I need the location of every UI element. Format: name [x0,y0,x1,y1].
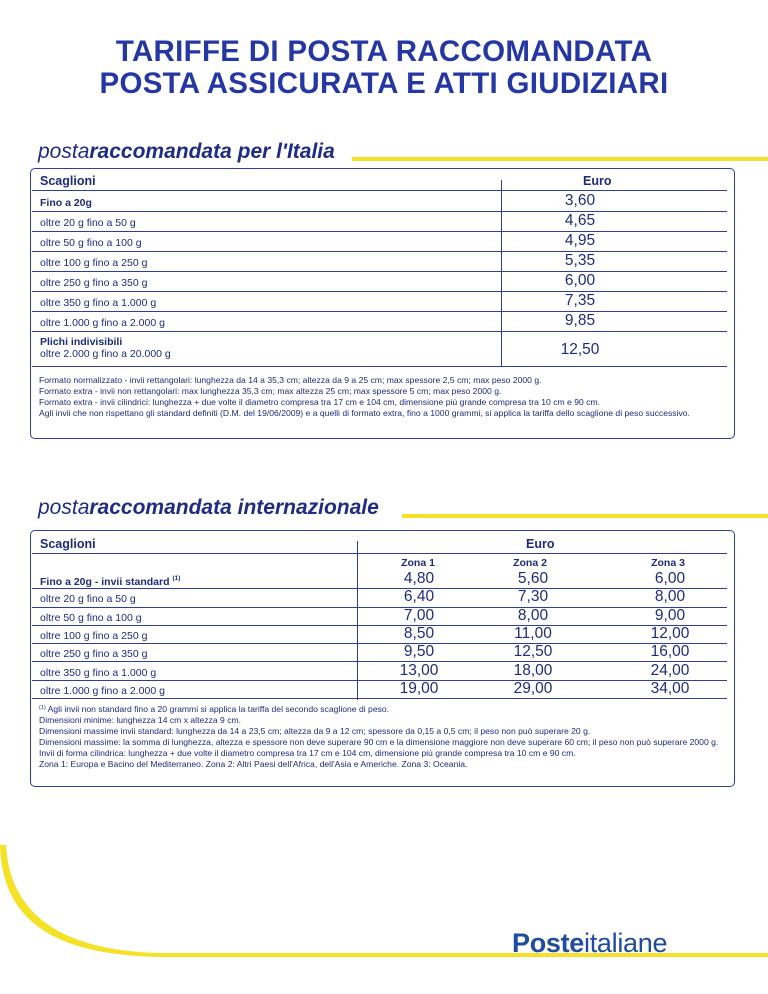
internazionale-notes [39,703,729,769]
row-label: oltre 100 g fino a 250 g [40,257,148,269]
italia-notes [39,375,729,419]
zone-1-price: 19,00 [399,679,439,697]
zone-1-price: 8,50 [403,624,435,642]
yellow-rule [402,514,768,518]
heading-bold: raccomandata [89,140,232,163]
note-line: Dimensioni massime invii standard: lunghezza da 14 a 23,5 cm; altezza da 9 a 12 cm; spessore da 0,15 a 0,5 cm; il peso non può superare 20 g. [39,725,591,736]
row-price: 4,95 [564,232,596,249]
header-rule [32,190,727,191]
note-line: Zona 1: Europa e Bacino del Mediterraneo. Zona 2: Altri Paesi dell'Africa, dell'Asia e Americhe. Zona 3: Oceania. [39,758,468,769]
table-row [32,292,727,312]
section-heading-italia [38,140,335,164]
col-header-euro: Euro [583,174,612,188]
zone-2-price: 18,00 [513,661,553,679]
row-label: oltre 1.000 g fino a 2.000 g [40,317,165,329]
zone-3-price: 6,00 [654,570,686,587]
row-label: oltre 50 g fino a 100 g [40,237,142,249]
heading-bold: raccomandata [89,496,232,519]
table-row [32,571,727,589]
zone-header-1: Zona 1 [401,557,435,569]
row-label: oltre 350 g fino a 1.000 g [40,666,157,679]
zone-1-price: 6,40 [403,588,435,606]
row-label-text: Fino a 20g - invii standard [40,576,170,588]
yellow-rule [352,157,768,161]
row-label: oltre 1.000 g fino a 2.000 g [40,684,165,697]
note-footnote-marker: (1) [39,705,46,711]
zone-3-price: 12,00 [650,624,690,642]
row-label: oltre 2.000 g fino a 20.000 g [40,348,171,360]
table-row [32,272,727,292]
note-text: Agli invii non standard fino a 20 grammi si applica la tariffa del secondo scaglione di peso. [47,704,390,714]
row-label [40,575,180,588]
zone-1-price: 13,00 [399,661,439,679]
row-label: oltre 50 g fino a 100 g [40,611,142,624]
table-row [32,252,727,272]
row-price: 7,35 [564,292,596,309]
zone-2-price: 12,50 [513,643,553,661]
table-row [32,232,727,252]
zone-3-price: 24,00 [650,661,690,679]
row-price: 9,85 [564,312,596,329]
table-row [32,626,727,644]
zone-3-price: 34,00 [650,679,690,697]
heading-tail: internazionale [231,496,379,519]
col-header-euro: Euro [526,537,555,551]
zone-3-price: 9,00 [654,606,686,624]
zone-header-2: Zona 2 [513,557,547,569]
zone-header-3: Zona 3 [651,557,685,569]
table-row [32,608,727,626]
row-label: oltre 20 g fino a 50 g [40,217,136,229]
note-line-first [39,703,729,715]
note-line: Formato extra - invii non rettangolari: max lunghezza 35,3 cm; max altezza 25 cm; max spessore 5 cm; max peso 2000 g. [39,385,502,396]
row-price: 3,60 [564,192,596,209]
row-label-bold: Plichi indivisibili [40,336,123,348]
posteitaliane-logo: Posteitaliane [512,928,668,958]
heading-light: posta [38,140,90,163]
table-row [32,192,727,212]
row-label: oltre 100 g fino a 250 g [40,629,148,642]
table-row [32,312,727,332]
zone-2-price: 11,00 [514,624,552,642]
table-row [32,212,727,232]
page-title-line1: TARIFFE DI POSTA RACCOMANDATA [115,35,653,68]
row-label: Fino a 20g [40,197,92,209]
note-line: Agli invii che non rispettano gli standard definiti (D.M. del 19/06/2009) e a quelli di formato extra, fino a 1000 grammi, si applica la tariffa dello scaglione di peso successivo. [39,407,690,418]
table-row [32,644,727,662]
table-row [32,681,727,699]
zone-3-price: 16,00 [650,643,690,661]
col-header-scaglioni: Scaglioni [40,537,96,551]
row-price: 5,35 [564,252,596,269]
zone-2-price: 7,30 [517,588,549,606]
zone-1-price: 7,00 [403,606,435,624]
table-row [32,589,727,607]
row-price: 12,50 [560,341,600,358]
row-label: oltre 350 g fino a 1.000 g [40,297,157,309]
note-line: Dimensioni minime: lunghezza 14 cm x altezza 9 cm. [39,714,242,725]
header-rule [32,553,727,554]
note-line: Formato extra - invii cilindrici: lunghezza + due volte il diametro compresa tra 17 cm e 104 cm, dimensione più grande compresa tra 10 cm e 90 cm. [39,396,600,407]
page-title [0,36,768,100]
col-header-scaglioni: Scaglioni [40,174,96,188]
footnote-marker: (1) [172,575,181,582]
table-row [32,663,727,681]
zone-3-price: 8,00 [654,588,686,606]
zone-2-price: 5,60 [517,570,549,587]
note-line: Invii di forma cilindrica: lunghezza + due volte il diametro compresa tra 17 cm e 104 cm, dimensione più grande compresa tra 10 cm e 90 cm. [39,747,576,758]
note-line: Formato normalizzato - invii rettangolari: lunghezza da 14 a 35,3 cm; altezza da 9 a 25 cm; max spessore 2,5 cm; max peso 2000 g. [39,375,542,385]
row-label: oltre 250 g fino a 350 g [40,648,148,661]
zone-1-price: 4,80 [403,570,435,587]
row-label: oltre 20 g fino a 50 g [40,593,136,606]
zone-2-price: 8,00 [517,606,549,624]
zone-2-price: 29,00 [513,679,553,697]
zone-1-price: 9,50 [403,643,435,661]
row-price: 4,65 [564,212,596,229]
note-line: Dimensioni massime: la somma di lunghezza, altezza e spessore non deve superare 90 cm e la dimensione maggiore non deve superare 60 cm; il peso non può superare 2000 g. [39,736,719,747]
row-label: oltre 250 g fino a 350 g [40,277,148,289]
heading-light: posta [38,496,90,519]
heading-tail: per l'Italia [231,140,335,163]
row-price: 6,00 [564,272,596,289]
section-heading-internazionale [38,496,379,520]
table-row [32,332,727,367]
page-title-line2: POSTA ASSICURATA E ATTI GIUDIZIARI [99,67,669,100]
